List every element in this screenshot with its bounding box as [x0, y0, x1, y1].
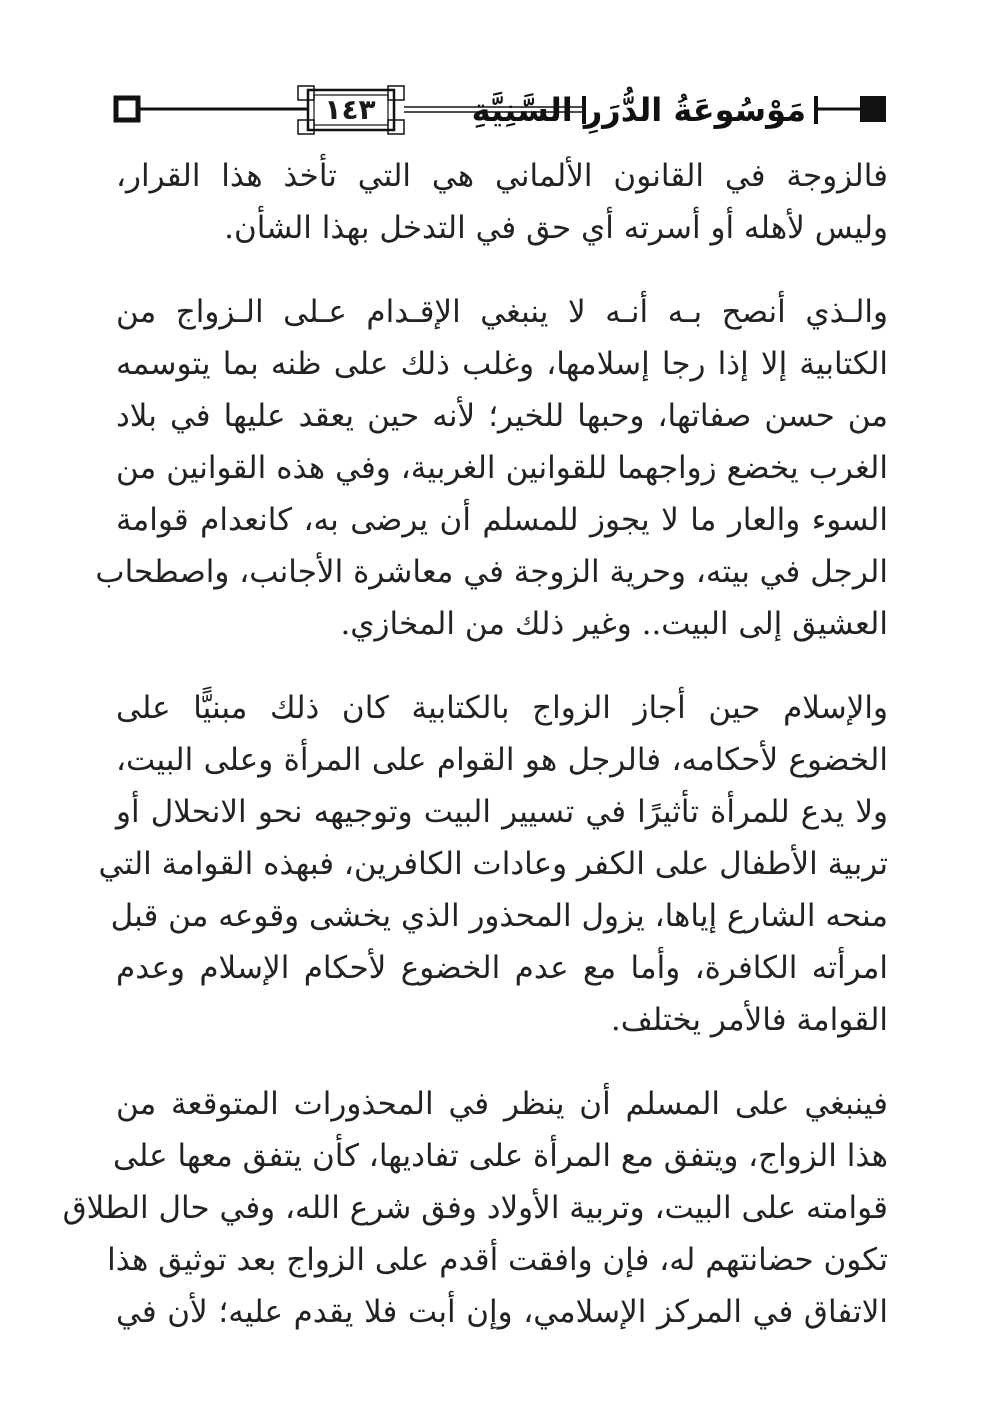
- text-line: هذا الزواج، ويتفق مع المرأة على تفاديها، كأن يتفق معها على: [113, 1138, 888, 1174]
- paragraph-2: [95, 286, 888, 650]
- series-title: مَوْسُوعَةُ الدُّرَرِ السَّنِيَّةِ: [471, 91, 806, 129]
- paragraph-1: [116, 150, 888, 254]
- page-header: [112, 84, 890, 140]
- text-line: الخضوع لأحكامه، فالرجل هو القوام على المرأة وعلى البيت،: [116, 742, 888, 778]
- text-line: والإسلام حين أجاز الزواج بالكتابية كان ذلك مبنيًّا على: [116, 690, 888, 726]
- text-line: تكون حضانتهم له، فإن وافقت أقدم على الزواج بعد توثيق هذا: [107, 1242, 888, 1278]
- text-line: القوامة فالأمر يختلف.: [610, 1002, 888, 1038]
- right-square-ornament: [860, 96, 886, 122]
- text-line: الرجل في بيته، وحرية الزوجة في معاشرة الأجانب، واصطحاب: [95, 554, 888, 590]
- text-line: من حسن صفاتها، وحبها للخير؛ لأنه حين يعقد عليها في بلاد: [116, 398, 888, 434]
- text-line: تربية الأطفال على الكفر وعادات الكافرين، فبهذه القوامة التي: [98, 846, 888, 882]
- text-line: الغرب يخضع زواجهما للقوانين الغربية، وفي هذه القوانين من: [116, 450, 888, 486]
- text-line: امرأته الكافرة، وأما مع عدم الخضوع لأحكام الإسلام وعدم: [116, 950, 888, 986]
- text-line: العشيق إلى البيت.. وغير ذلك من المخازي.: [340, 606, 888, 642]
- text-line: فينبغي على المسلم أن ينظر في المحذورات المتوقعة من: [116, 1086, 888, 1122]
- text-line: منحه الشارع إياها، يزول المحذور الذي يخشى وقوعه من قبل: [110, 898, 888, 934]
- paragraph-4: [62, 1078, 888, 1338]
- text-line: ولا يدع للمرأة تأثيرًا في تسيير البيت وتوجيهه نحو الانحلال أو: [116, 794, 888, 830]
- left-square-ornament: [116, 98, 138, 120]
- paragraph-3: [98, 682, 888, 1046]
- text-line: الاتفاق في المركز الإسلامي، وإن أبت فلا يقدم عليه؛ لأن في: [116, 1294, 888, 1330]
- page-number: ١٤٣: [324, 93, 376, 126]
- text-line: فالزوجة في القانون الألماني هي التي تأخذ هذا القرار،: [116, 158, 888, 194]
- text-line: قوامته على البيت، وتربية الأولاد وفق شرع الله، وفي حال الطلاق: [62, 1190, 888, 1226]
- text-line: والـذي أنصح بـه أنـه لا ينبغي الإقـدام عـلى الـزواج من: [116, 294, 888, 330]
- text-line: السوء والعار ما لا يجوز للمسلم أن يرضى به، كانعدام قوامة: [116, 502, 888, 538]
- body-text: [62, 150, 888, 1338]
- text-line: الكتابية إلا إذا رجا إسلامها، وغلب ذلك على ظنه بما يتوسمه: [116, 346, 888, 382]
- text-line: وليس لأهله أو أسرته أي حق في التدخل بهذا الشأن.: [224, 210, 888, 246]
